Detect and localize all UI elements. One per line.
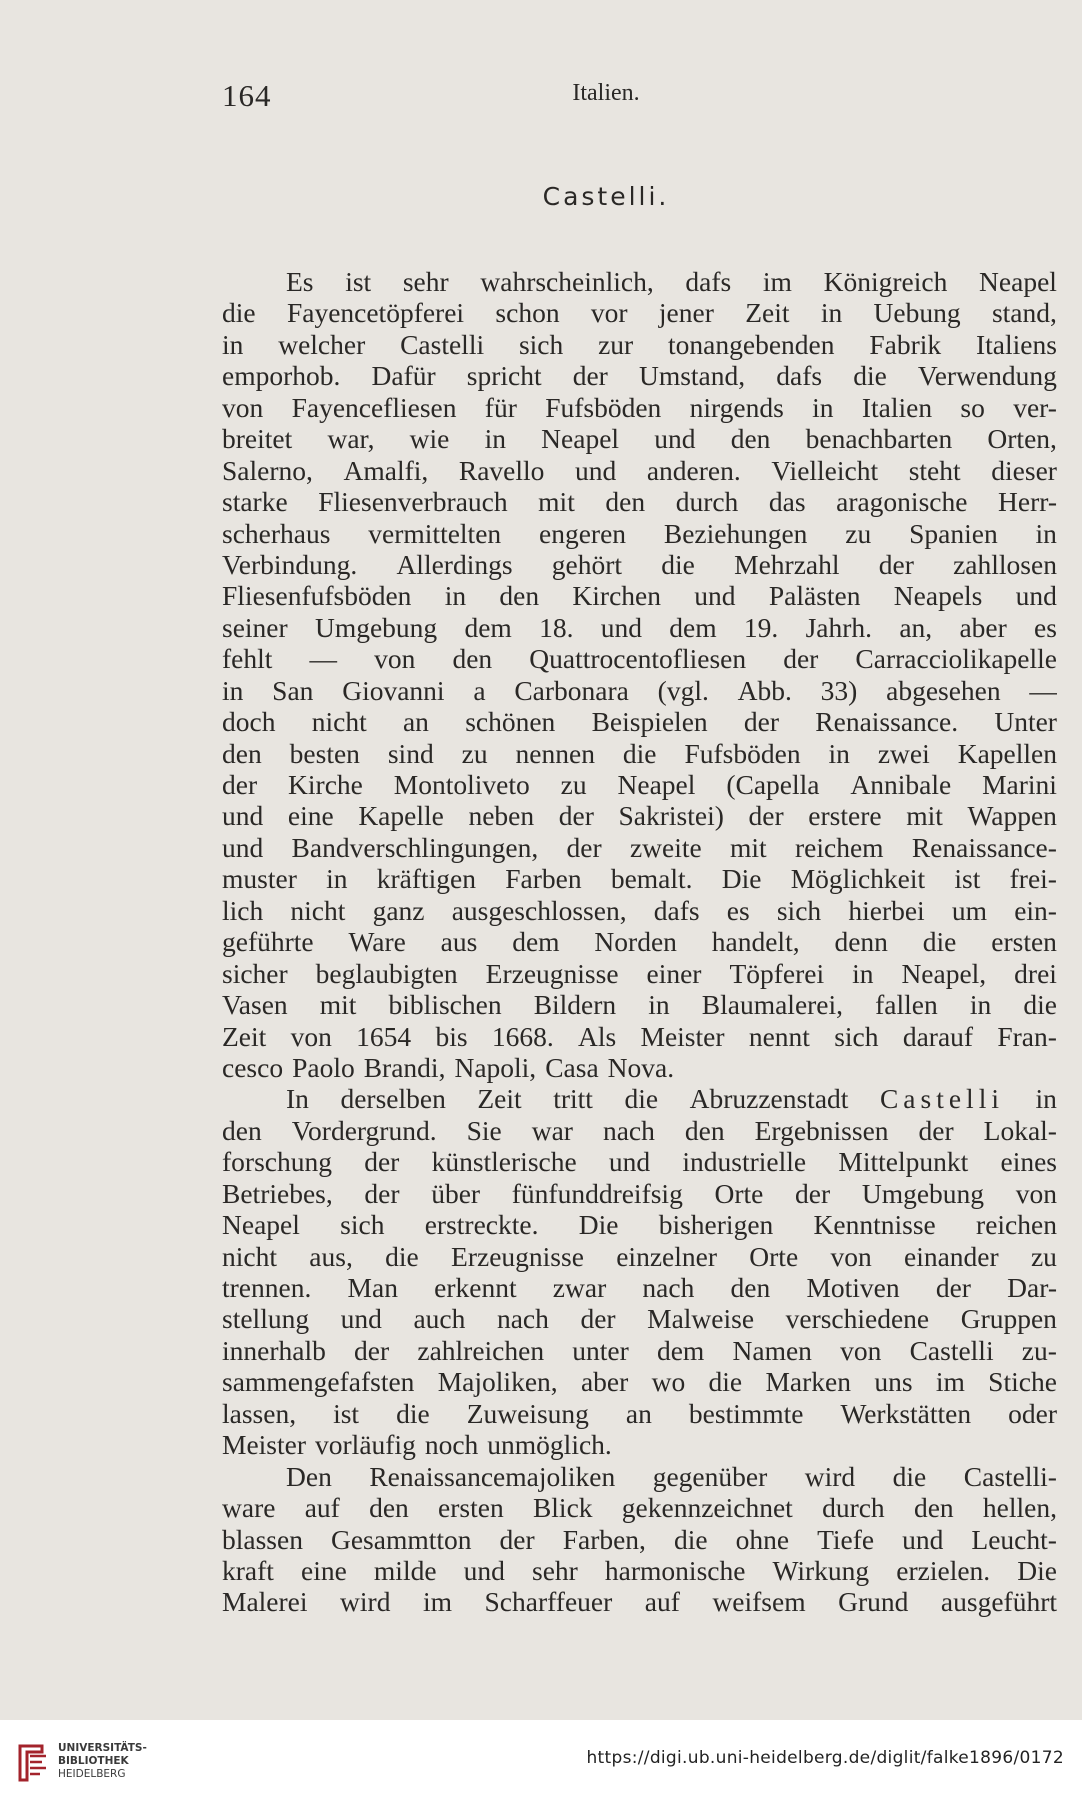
text-line: sicher beglaubigten Erzeugnisse einer Töpferei in Neapel, drei: [222, 957, 1057, 989]
text-line: in San Giovanni a Carbonara (vgl. Abb. 33) abgesehen —: [222, 674, 1057, 706]
text-line: Meister vorläufig noch unmöglich.: [222, 1429, 612, 1461]
text-line: doch nicht an schönen Beispielen der Renaissance. Unter: [222, 706, 1057, 738]
text-line: muster in kräftigen Farben bemalt. Die Möglichkeit ist frei-: [222, 863, 1057, 895]
text-line: Fliesenfufsböden in den Kirchen und Palästen Neapels und: [222, 580, 1057, 612]
text-line: stellung und auch nach der Malweise verschiedene Gruppen: [222, 1303, 1057, 1335]
text-line: trennen. Man erkennt zwar nach den Motiven der Dar-: [222, 1272, 1057, 1303]
library-logo-icon: [12, 1742, 50, 1784]
text-line: forschung der künstlerische und industrielle Mittelpunkt eines: [222, 1146, 1057, 1178]
text-line: fehlt — von den Quattrocentofliesen der Carracciolikapelle: [222, 643, 1057, 675]
text-line: den besten sind zu nennen die Fufsböden in zwei Kapellen: [222, 737, 1057, 769]
text-line: emporhob. Dafür spricht der Umstand, dafs die Verwendung: [222, 360, 1057, 392]
library-name: UNIVERSITÄTS- BIBLIOTHEK HEIDELBERG: [58, 1742, 147, 1780]
text-line: Malerei wird im Scharffeuer auf weifsem Grund ausgeführt: [222, 1586, 1057, 1618]
text-line: In derselben Zeit tritt die Abruzzenstadt Castelli in: [286, 1083, 1057, 1115]
chapter-title: Castelli.: [542, 182, 670, 211]
text-line: sammengefafsten Majoliken, aber wo die Marken uns im Stiche: [222, 1366, 1057, 1398]
text-line: Betriebes, der über fünfunddreifsig Orte der Umgebung von: [222, 1177, 1057, 1209]
text-line: kraft eine milde und sehr harmonische Wirkung erzielen. Die: [222, 1554, 1057, 1586]
text-line: breitet war, wie in Neapel und den benachbarten Orten,: [222, 423, 1057, 455]
body-text: [222, 266, 1057, 1618]
text-line: die Fayencetöpferei schon vor jener Zeit in Uebung stand,: [222, 297, 1057, 329]
text-line: in welcher Castelli sich zur tonangebenden Fabrik Italiens: [222, 328, 1057, 360]
text-line: Verbindung. Allerdings gehört die Mehrzahl der zahllosen: [222, 548, 1057, 580]
text-line: von Fayencefliesen für Fufsböden nirgends in Italien so ver-: [222, 391, 1057, 423]
text-line: den Vordergrund. Sie war nach den Ergebnissen der Lokal-: [222, 1114, 1057, 1146]
running-head: Italien.: [572, 80, 640, 106]
text-line: innerhalb der zahlreichen unter dem Namen von Castelli zu-: [222, 1334, 1057, 1366]
text-line: seiner Umgebung dem 18. und dem 19. Jahrh. an, aber es: [222, 611, 1057, 643]
text-line: starke Fliesenverbrauch mit den durch das aragonische Herr-: [222, 486, 1057, 518]
text-line: scherhaus vermittelten engeren Beziehungen zu Spanien in: [222, 517, 1057, 549]
text-line: blassen Gesammtton der Farben, die ohne Tiefe und Leucht-: [222, 1523, 1057, 1555]
text-line: Vasen mit biblischen Bildern in Blaumalerei, fallen in die: [222, 989, 1057, 1021]
page-number: 164: [222, 78, 272, 113]
text-line: lich nicht ganz ausgeschlossen, dafs es sich hierbei um ein-: [222, 894, 1057, 926]
text-line: cesco Paolo Brandi, Napoli, Casa Nova.: [222, 1051, 675, 1083]
text-line: der Kirche Montoliveto zu Neapel (Capella Annibale Marini: [222, 769, 1057, 800]
footer-bar: [0, 1720, 1082, 1798]
source-url-link[interactable]: https://digi.ub.uni-heidelberg.de/diglit/falke1896/0172: [586, 1748, 1064, 1768]
text-line: lassen, ist die Zuweisung an bestimmte Werkstätten oder: [222, 1397, 1057, 1429]
text-line: nicht aus, die Erzeugnisse einzelner Orte von einander zu: [222, 1240, 1057, 1272]
text-line: Den Renaissancemajoliken gegenüber wird die Castelli-: [286, 1460, 1057, 1492]
text-line: und Bandverschlingungen, der zweite mit reichem Renaissance-: [222, 831, 1057, 863]
text-line: und eine Kapelle neben der Sakristei) der erstere mit Wappen: [222, 800, 1057, 832]
text-line: ware auf den ersten Blick gekennzeichnet durch den hellen,: [222, 1492, 1057, 1524]
text-line: Salerno, Amalfi, Ravello und anderen. Vielleicht steht dieser: [222, 454, 1057, 486]
text-line: Zeit von 1654 bis 1668. Als Meister nennt sich darauf Fran-: [222, 1020, 1057, 1052]
text-line: Neapel sich erstreckte. Die bisherigen Kenntnisse reichen: [222, 1209, 1057, 1241]
text-line: Es ist sehr wahrscheinlich, dafs im Königreich Neapel: [286, 266, 1057, 297]
text-line: geführte Ware aus dem Norden handelt, denn die ersten: [222, 926, 1057, 958]
